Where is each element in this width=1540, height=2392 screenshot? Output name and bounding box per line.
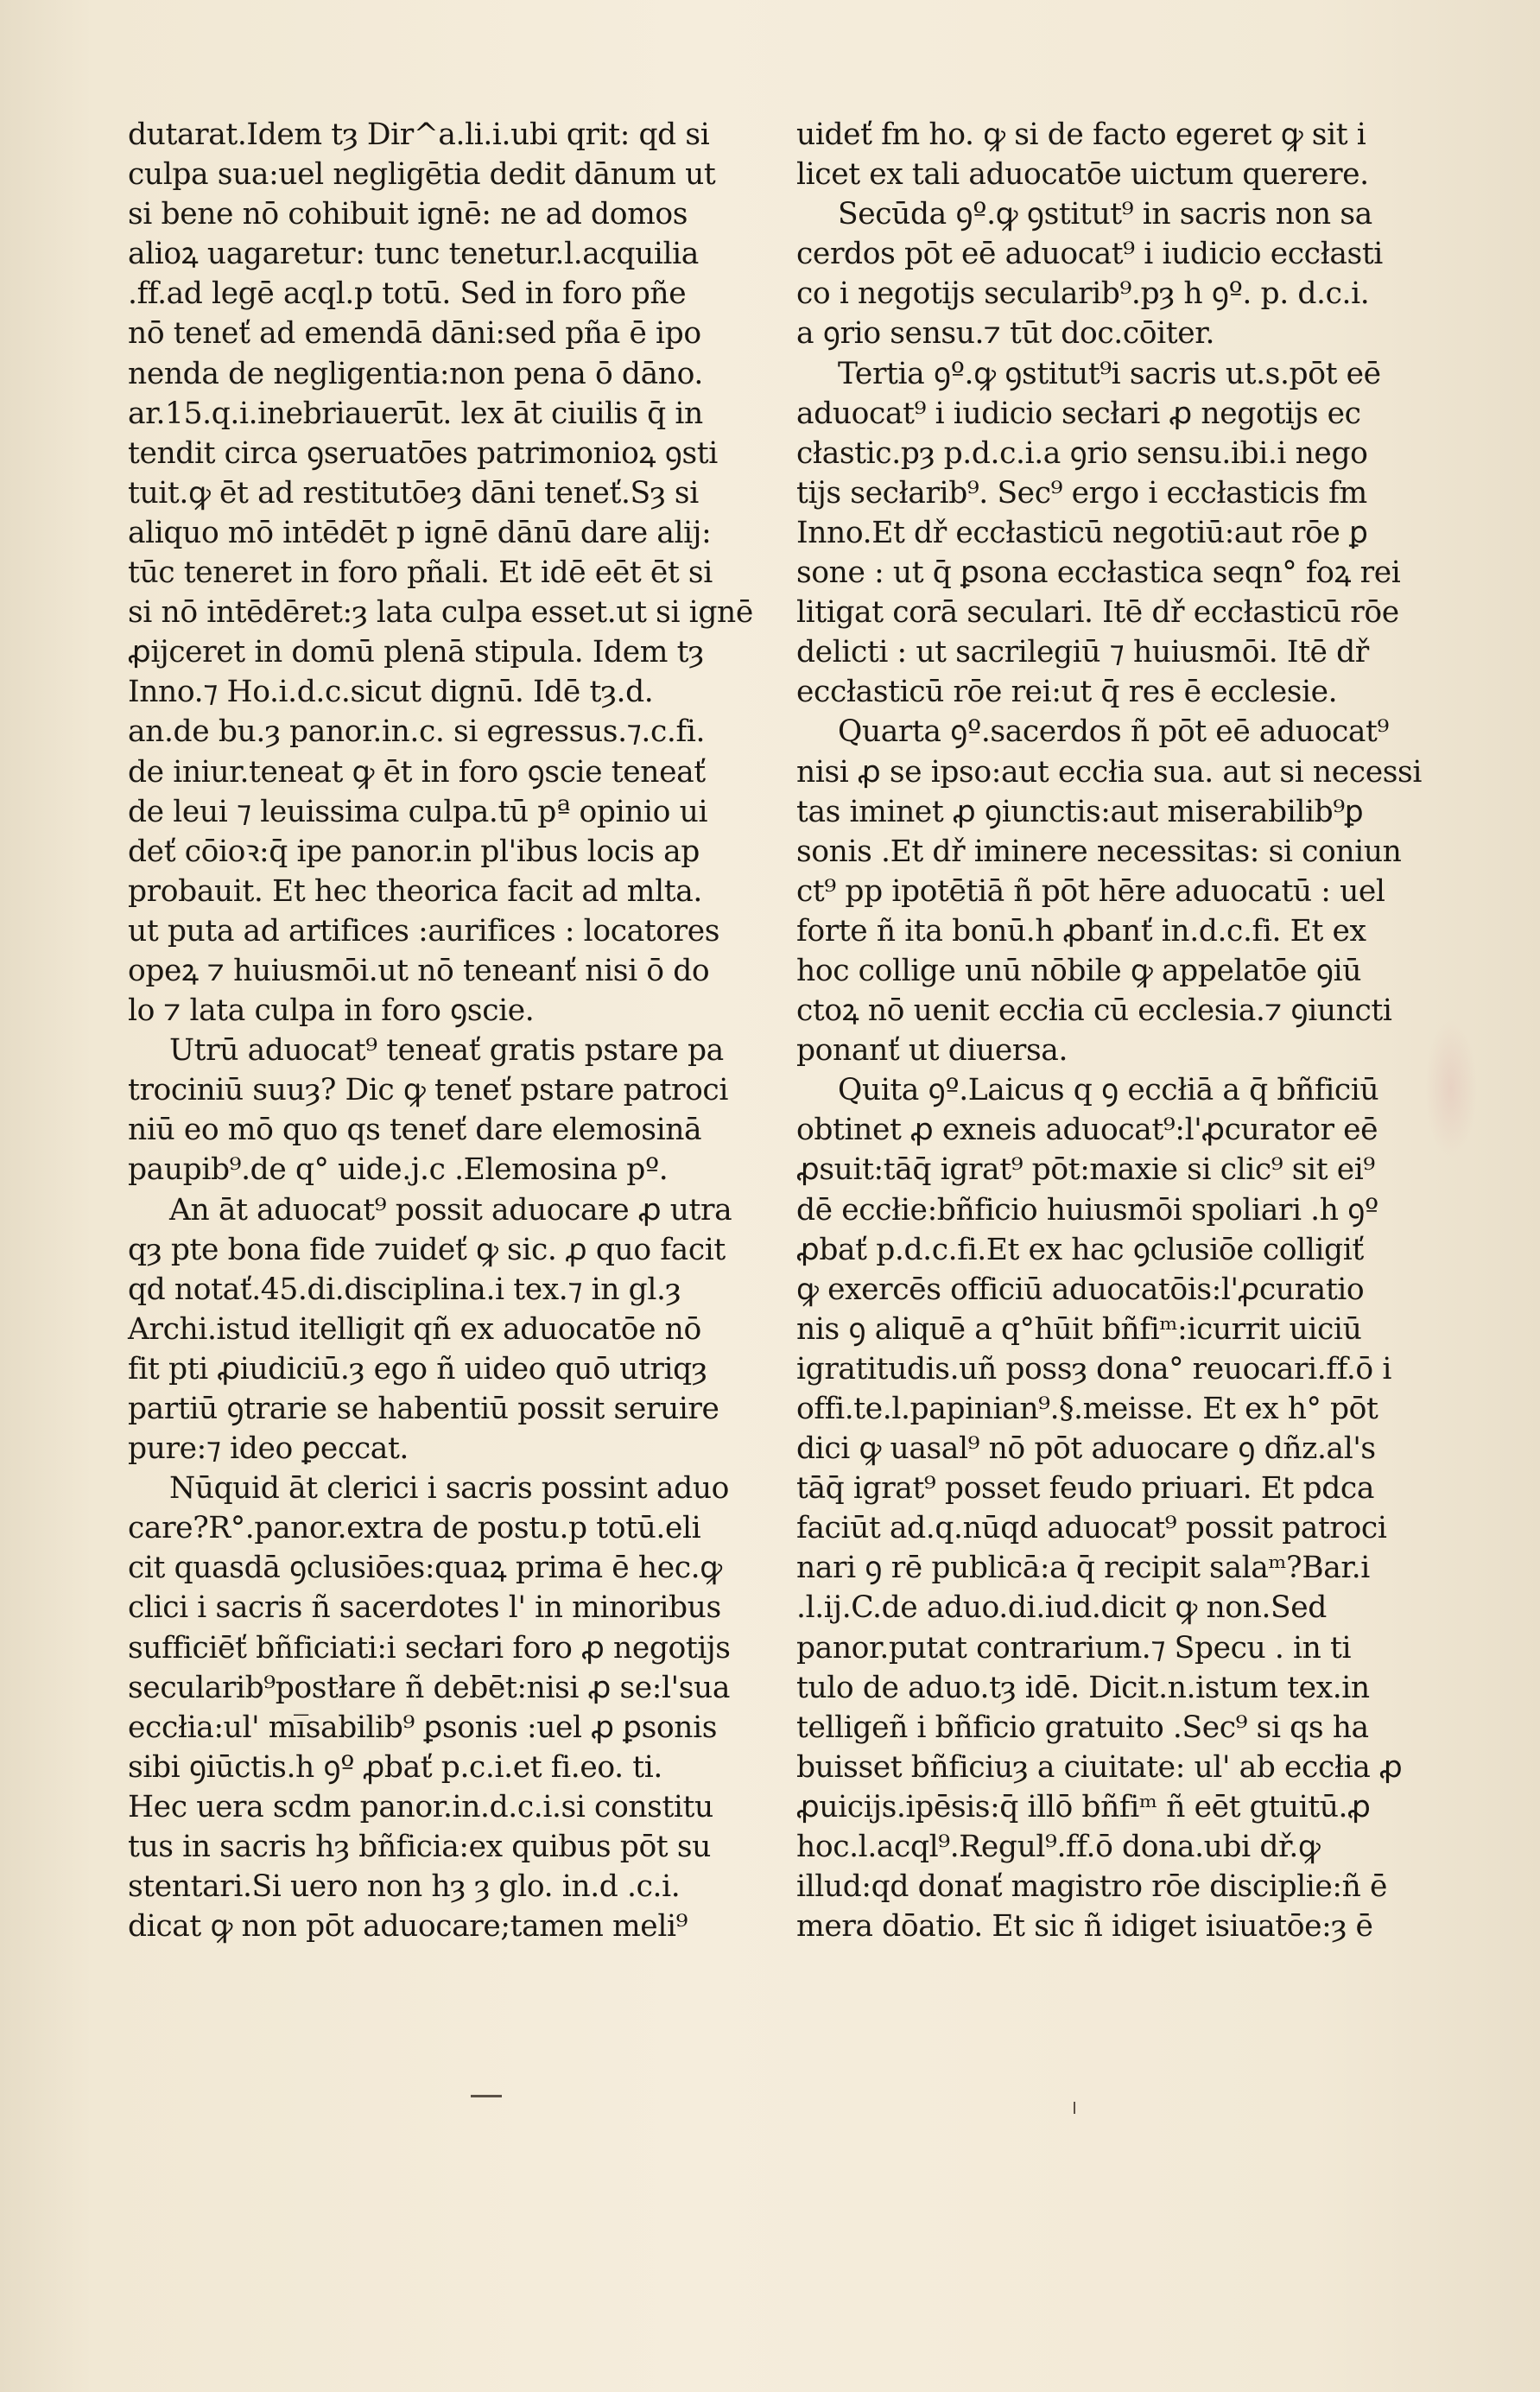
text-line: clici i sacris ñ sacerdotes l' in minoribus [128,1590,721,1626]
text-line: aduocat⁹ i iudicio secłari ꝓ negotijs ec [796,396,1361,431]
text-line: fit pti ꝓiudiciū.ȝ ego ñ uideo quō utriqȝ [128,1351,707,1386]
text-line: sonis .Et dř iminere necessitas: si coniun [796,834,1402,869]
text-line: trociniū suuȝ? Dic ꝙ teneť pstare patroci [128,1073,728,1108]
text-line: hoc collige unū nōbile ꝙ appelatōe ꝯiū [796,953,1362,988]
text-line: secularib⁹postłare ñ debēt:nisi ꝓ se:l'sua [128,1670,731,1705]
text-line: panor.putat contrarium.⁊ Specu . in ti [796,1630,1352,1666]
text-line: nisi ꝓ se ipso:aut eccłia sua. aut si necessi [796,754,1422,790]
text-line: dici ꝙ uasal⁹ nō pōt aduocare ꝯ dñz.al's [796,1431,1376,1467]
text-line: ꝓijceret in domū plenā stipula. Idem tȝ [128,635,704,670]
text-line: nari ꝯ rē publicā:a q̄ recipit salaᵐ?Bar.i [796,1551,1370,1586]
text-line: probauit. Et hec theorica facit ad mlta. [128,873,702,909]
text-line: Archi.istud itelligit qñ ex aduocatōe nō [128,1311,701,1347]
text-line: dicat ꝙ non pōt aduocare;tamen meli⁹ [128,1909,688,1945]
text-line: Utrū aduocat⁹ teneať gratis pstare pa [169,1033,724,1069]
text-line: sibi ꝯiūctis.h ꝯº ꝓbať p.c.i.et fi.eo. ti. [128,1749,662,1785]
catchword-dash [471,2095,502,2097]
text-line: co i negotijs secularib⁹.pȝ h ꝯº. p. d.c.i. [796,276,1370,312]
text-line: Inno.⁊ Ho.i.d.c.sicut dignū. Idē tȝ.d. [128,675,654,710]
text-line: ctoꝝ nō uenit eccłia cū ecclesia.⁊ ꝯiuncti [796,993,1392,1029]
text-line: stentari.Si uero non hȝ ȝ glo. in.d .c.i. [128,1869,681,1905]
text-line: uideť fm ho. ꝙ si de facto egeret ꝙ sit i [796,117,1366,152]
text-line: nis ꝯ aliquē a q°hūit bñfiᵐ:icurrit uiciū [796,1311,1362,1347]
text-line: a ꝯrio sensu.⁊ tūt doc.cōiter. [796,316,1215,352]
text-line: ar.15.q.i.inebriauerūt. lex āt ciuilis q̄ in [128,396,703,431]
text-line: telligeñ i bñficio gratuito .Sec⁹ si qs ha [796,1710,1369,1745]
text-line: tulo de aduo.tȝ idē. Dicit.n.istum tex.in [796,1670,1370,1705]
text-line: qȝ pte bona fide ⁊uideť ꝙ sic. ꝓ quo facit [128,1232,726,1267]
text-line: tas iminet ꝓ ꝯiunctis:aut miserabilib⁹ꝑ [796,794,1364,829]
text-line: tuit.ꝙ ēt ad restitutōeȝ dāni teneť.Sȝ si [128,475,699,511]
text-line: ut puta ad artifices :aurifices : locatores [128,913,720,949]
text-line: faciūt ad.q.nūqd aduocat⁹ possit patroci [796,1511,1387,1546]
text-line: offi.te.l.papinian⁹.§.meisse. Et ex h° pōt [796,1392,1378,1426]
right-text-column [796,115,1425,1946]
text-line: Inno.Et dř eccłasticū negotiū:aut rōe ꝑ [796,515,1368,550]
text-line: de iniur.teneat ꝙ ēt in foro ꝯscie teneať [128,754,706,790]
text-line: dutarat.Idem tȝ Dir^a.li.i.ubi qrit: qd si [128,117,710,152]
text-line: tijs secłarib⁹. Sec⁹ ergo i eccłasticis fm [796,475,1367,511]
margin-tick-mark [1074,2102,1075,2114]
text-line: nenda de negligentia:non pena ō dāno. [128,356,703,391]
text-line: si nō intēdēret:ȝ lata culpa esset.ut si ignē [128,595,753,631]
text-line: tāq̄ igrat⁹ posset feudo priuari. Et pdca [796,1471,1374,1507]
text-line: tus in sacris hȝ bñficia:ex quibus pōt su [128,1830,711,1865]
text-line: dē eccłie:bñficio huiusmōi spoliari .h ꝯº [796,1192,1378,1228]
text-line: ꝓuicijs.ipēsis:q̄ illō bñfiᵐ ñ eēt gtuitū.ꝓ [796,1789,1371,1824]
text-line: litigat corā seculari. Itē dř eccłasticū rōe [796,595,1399,631]
text-line: cit quasdā ꝯclusiōes:quaꝝ prima ē hec.ꝙ [128,1551,722,1586]
text-line: buisset bñficiuȝ a ciuitate: ul' ab eccłia ꝓ [796,1749,1403,1785]
left-text-column [128,115,753,1946]
text-line: ponanť ut diuersa. [796,1033,1068,1069]
text-line: an.de bu.ȝ panor.in.c. si egressus.⁊.c.fi. [128,714,706,750]
text-line: .l.ij.C.de aduo.di.iud.dicit ꝙ non.Sed [796,1590,1327,1626]
text-line: ct⁹ pp ipotētiā ñ pōt hēre aduocatū : uel [796,873,1385,909]
text-line: lo ⁊ lata culpa in foro ꝯscie. [128,993,535,1029]
text-line: illud:qd donať magistro rōe disciplie:ñ ē [796,1869,1388,1905]
text-line: ꝓsuit:tāq̄ igrat⁹ pōt:maxie si clic⁹ sit ei⁹ [796,1152,1375,1188]
text-line: eccłasticū rōe rei:ut q̄ res ē ecclesie. [796,675,1338,710]
text-line: obtinet ꝓ exneis aduocat⁹:l'ꝓcurator eē [796,1113,1378,1148]
text-line: alioꝝ uagaretur: tunc tenetur.l.acquilia [128,237,699,272]
text-line: si bene nō cohibuit ignē: ne ad domos [128,197,688,232]
ink-bleed-mark [1425,1019,1477,1158]
text-line: niū eo mō quo qs teneť dare elemosinā [128,1113,702,1148]
text-line: Quita ꝯº.Laicus q ꝯ eccłiā a q̄ bñficiū [838,1073,1379,1108]
text-line: aliquo mō intēdēt p ignē dānū dare alij: [128,515,712,550]
text-line: Secūda ꝯº.ꝙ ꝯstitut⁹ in sacris non sa [838,197,1372,232]
text-line: forte ñ ita bonū.h ꝓbanť in.d.c.fi. Et ex [796,913,1366,949]
text-line: sone : ut q̄ ꝑsona eccłastica seqn° foꝝ rei [796,555,1401,591]
text-line: qd notať.45.di.disciplina.i tex.⁊ in gl.ȝ [128,1272,681,1307]
text-line: Quarta ꝯº.sacerdos ñ pōt eē aduocat⁹ [838,714,1389,750]
text-line: sufficiēť bñficiati:i secłari foro ꝓ negotijs [128,1630,731,1666]
text-line: cłastic.pȝ p.d.c.i.a ꝯrio sensu.ibi.i nego [796,435,1368,471]
text-line: deť cōioꝛ:q̄ ipe panor.in pl'ibus locis ap [128,834,700,869]
text-line: de leui ⁊ leuissima culpa.tū pª opinio ui [128,794,708,829]
text-line: eccłia:ul' mi̅sabilib⁹ ꝑsonis :uel ꝓ ꝑsonis [128,1710,718,1745]
text-line: cerdos pōt eē aduocat⁹ i iudicio eccłasti [796,237,1383,272]
text-line: ꝙ exercēs officiū aduocatōis:l'ꝓcuratio [796,1272,1365,1307]
text-line: partiū ꝯtrarie se habentiū possit seruire [128,1392,719,1426]
text-line: Hec uera scdm panor.in.d.c.i.si constitu [128,1789,713,1824]
text-line: paupib⁹.de q° uide.j.c .Elemosina pº. [128,1152,669,1188]
text-line: pure:⁊ ideo ꝑeccat. [128,1431,409,1467]
text-line: igratitudis.uñ possȝ dona° reuocari.ff.ō i [796,1351,1391,1386]
text-line: tūc teneret in foro pñali. Et idē eēt ēt si [128,555,713,591]
text-line: Nūquid āt clerici i sacris possint aduo [169,1471,730,1507]
text-line: An āt aduocat⁹ possit aduocare ꝓ utra [169,1192,732,1228]
text-line: ꝓbať p.d.c.fi.Et ex hac ꝯclusiōe colligiť [796,1232,1364,1267]
text-line: opeꝝ ⁊ huiusmōi.ut nō teneanť nisi ō do [128,953,710,988]
text-line: tendit circa ꝯseruatōes patrimonioꝝ ꝯsti [128,435,718,471]
text-line: Tertia ꝯº.ꝙ ꝯstitut⁹i sacris ut.s.pōt eē [838,356,1381,391]
text-line: .ff.ad legē acql.p totū. Sed in foro pñe [128,276,687,312]
text-line: hoc.l.acql⁹.Regul⁹.ff.ō dona.ubi dř.ꝙ [796,1830,1321,1865]
text-line: delicti : ut sacrilegiū ⁊ huiusmōi. Itē dř [796,635,1369,670]
text-line: culpa sua:uel negligētia dedit dānum ut [128,157,716,193]
text-line: care?R°.panor.extra de postu.p totū.eli [128,1511,701,1546]
text-line: nō teneť ad emendā dāni:sed pña ē ipo [128,316,701,352]
text-line: licet ex tali aduocatōe uictum querere. [796,157,1369,193]
text-line: mera dōatio. Et sic ñ idiget isiuatōe:ȝ ē [796,1909,1373,1945]
